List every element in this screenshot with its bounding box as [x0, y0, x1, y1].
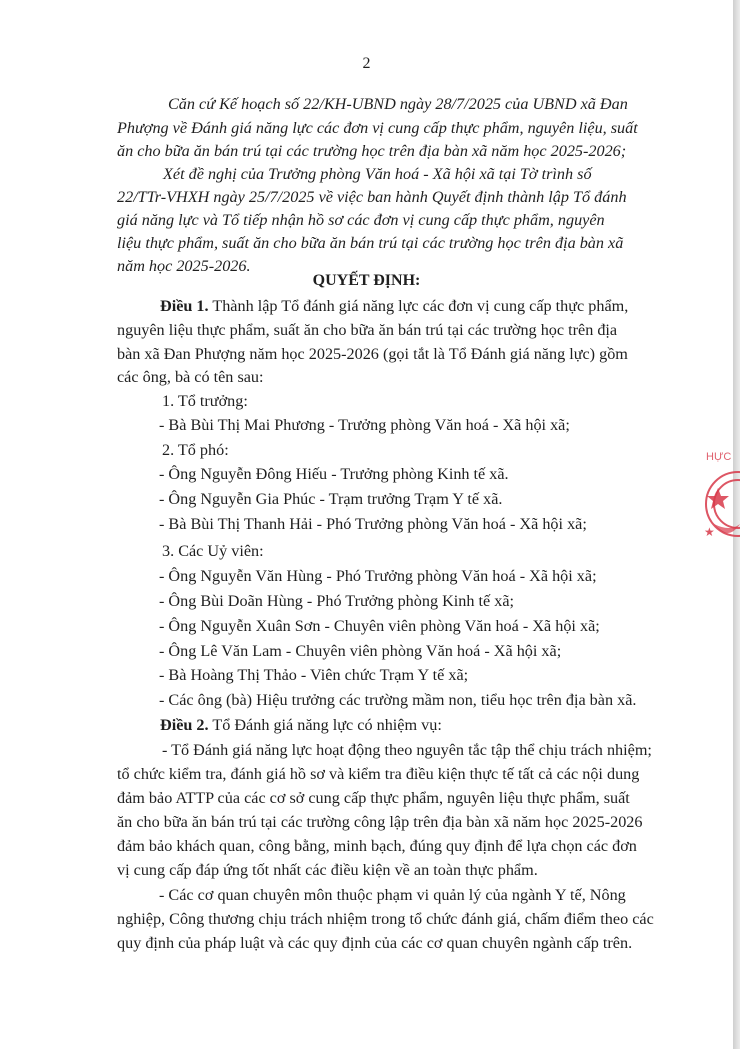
- member-item: - Ông Nguyễn Xuân Sơn - Chuyên viên phòng Văn hoá - Xã hội xã;: [159, 617, 600, 635]
- member-item: - Bà Bùi Thị Thanh Hải - Phó Trưởng phòng Văn hoá - Xã hội xã;: [159, 515, 587, 533]
- article-1-line: nguyên liệu thực phẩm, suất ăn cho bữa ăn bán trú tại các trường học trên địa: [117, 321, 618, 339]
- article-2-heading: [160, 714, 442, 738]
- article-1-line: bàn xã Đan Phượng năm học 2025-2026 (gọi tắt là Tổ Đánh giá năng lực) gồm: [117, 345, 628, 363]
- article-1-line: các ông, bà có tên sau:: [117, 368, 264, 386]
- article-2-para-1-line: - Tổ Đánh giá năng lực hoạt động theo nguyên tắc tập thể chịu trách nhiệm;: [162, 741, 652, 759]
- preamble-line: Phượng về Đánh giá năng lực các đơn vị cung cấp thực phẩm, nguyên liệu, suất: [117, 119, 638, 137]
- stamp-text: HỰC: [706, 451, 732, 463]
- article-2-para-1-line: tổ chức kiểm tra, đánh giá hồ sơ và kiểm tra điều kiện thực tế tất cả các nội dung: [117, 765, 640, 783]
- article-2-para-2-line: nghiệp, Công thương chịu trách nhiệm trong tổ chức đánh giá, chấm điểm theo các: [117, 910, 654, 928]
- article-2-para-2-line: quy định của pháp luật và các quy định của các cơ quan chuyên ngành cấp trên.: [117, 934, 633, 952]
- article-1-text: Thành lập Tổ đánh giá năng lực các đơn vị cung cấp thực phẩm,: [208, 297, 629, 315]
- member-item: - Ông Nguyễn Đông Hiếu - Trưởng phòng Kinh tế xã.: [159, 465, 509, 483]
- preamble-line: 22/TTr-VHXH ngày 25/7/2025 về việc ban hành Quyết định thành lập Tổ đánh: [117, 188, 627, 206]
- preamble-line: Căn cứ Kế hoạch số 22/KH-UBND ngày 28/7/2025 của UBND xã Đan: [168, 95, 628, 113]
- article-2-para-1-line: đảm bảo ATTP của các cơ sở cung cấp thực phẩm, nguyên liệu thực phẩm, suất: [117, 789, 630, 807]
- article-1-label: Điều 1.: [160, 297, 209, 315]
- member-item: - Ông Nguyễn Gia Phúc - Trạm trưởng Trạm Y tế xã.: [159, 490, 503, 508]
- article-2-para-1-line: ăn cho bữa ăn bán trú tại các trường công lập trên địa bàn xã năm học 2025-2026: [117, 813, 643, 831]
- preamble-line: năm học 2025-2026.: [117, 257, 251, 275]
- preamble-line: Xét đề nghị của Trưởng phòng Văn hoá - Xã hội xã tại Tờ trình số: [163, 165, 592, 183]
- member-group-heading: 1. Tổ trưởng:: [162, 392, 248, 410]
- member-item: - Ông Nguyễn Văn Hùng - Phó Trưởng phòng Văn hoá - Xã hội xã;: [159, 567, 597, 585]
- member-item: - Bà Hoàng Thị Thảo - Viên chức Trạm Y tế xã;: [159, 666, 469, 684]
- article-1-first-line: [160, 295, 628, 319]
- preamble-line: ăn cho bữa ăn bán trú tại các trường học trên địa bàn xã năm học 2025-2026;: [117, 142, 627, 160]
- decision-title: QUYẾT ĐỊNH:: [312, 272, 421, 289]
- article-2-heading-text: Tổ Đánh giá năng lực có nhiệm vụ:: [208, 716, 442, 734]
- preamble-line: liệu thực phẩm, suất ăn cho bữa ăn bán trú tại các trường học trên địa bàn xã: [117, 234, 624, 252]
- preamble-line: giá năng lực và Tổ tiếp nhận hồ sơ các đơn vị cung cấp thực phẩm, nguyên: [117, 211, 605, 229]
- article-2-para-1-line: đảm bảo khách quan, công bằng, minh bạch, đúng quy định để lựa chọn các đơn: [117, 837, 637, 855]
- page-number: 2: [362, 55, 371, 72]
- article-2-label: Điều 2.: [160, 716, 209, 734]
- article-2-para-1-line: vị cung cấp đáp ứng tốt nhất các điều kiện về an toàn thực phẩm.: [117, 861, 538, 879]
- member-group-heading: 2. Tổ phó:: [162, 441, 229, 459]
- member-item: - Ông Lê Văn Lam - Chuyên viên phòng Văn hoá - Xã hội xã;: [159, 642, 562, 660]
- member-group-heading: 3. Các Uỷ viên:: [162, 542, 264, 560]
- member-item: - Ông Bùi Doãn Hùng - Phó Trưởng phòng Kinh tế xã;: [159, 592, 515, 610]
- seal-stamp: [700, 432, 740, 572]
- article-2-para-2-line: - Các cơ quan chuyên môn thuộc phạm vi quản lý của ngành Y tế, Nông: [159, 886, 626, 904]
- stamp-star-icon: [707, 488, 729, 509]
- member-item: - Bà Bùi Thị Mai Phương - Trưởng phòng Văn hoá - Xã hội xã;: [159, 416, 570, 434]
- svg-text:★: ★: [704, 525, 715, 539]
- member-item: - Các ông (bà) Hiệu trưởng các trường mầm non, tiểu học trên địa bàn xã.: [159, 691, 637, 709]
